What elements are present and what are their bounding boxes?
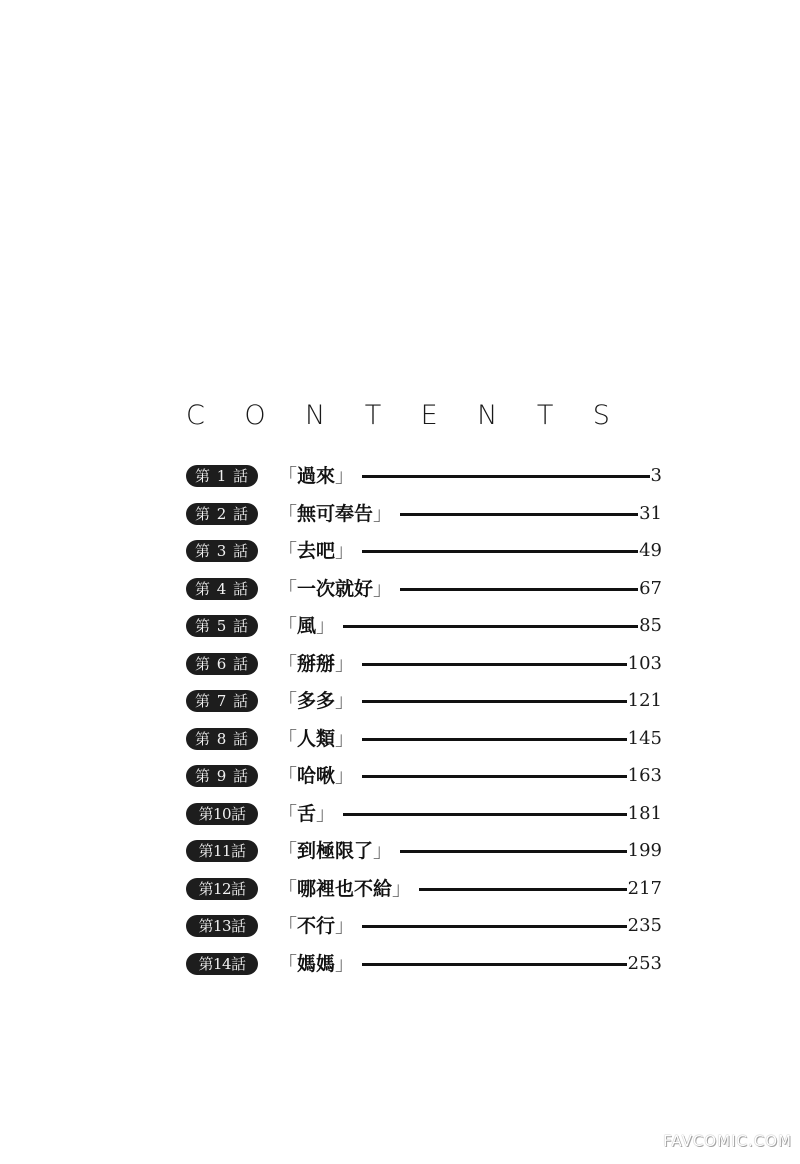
heading-letter: T [536,400,554,431]
contents-heading [186,400,610,431]
page-number: 235 [627,915,662,936]
page-number: 85 [639,615,662,636]
chapter-badge: 第11話 [186,840,258,862]
chapter-badge: 第 7 話 [186,690,258,712]
chapter-title: 「人類」 [278,727,355,750]
chapter-badge: 第 6 話 [186,653,258,675]
page-number: 163 [627,765,662,786]
toc-entry[interactable] [186,765,662,803]
toc-entry[interactable] [186,653,662,691]
chapter-badge: 第14話 [186,953,258,975]
leader-line [343,625,638,628]
chapter-badge: 第 5 話 [186,615,258,637]
toc-entry[interactable] [186,578,662,616]
leader-line [400,850,627,853]
toc-entry[interactable] [186,503,662,541]
chapter-title: 「不行」 [278,915,355,937]
leader-line [419,888,627,891]
page-number: 103 [627,652,662,674]
toc-entry[interactable] [186,690,662,728]
leader-line [362,963,627,966]
leader-line [362,475,650,478]
chapter-title: 「到極限了」 [278,840,393,862]
chapter-title: 「媽媽」 [278,952,355,975]
chapter-badge: 第 9 話 [186,765,258,787]
page-number: 67 [639,577,662,599]
page-number: 199 [627,840,662,861]
toc-entry[interactable] [186,465,662,503]
toc-entry[interactable] [186,840,662,878]
page-number: 49 [639,540,662,561]
chapter-title: 「多多」 [278,690,355,712]
chapter-title: 「去吧」 [278,540,355,562]
leader-line [362,738,627,741]
leader-line [400,513,638,516]
toc-entry[interactable] [186,915,662,953]
page-number: 181 [627,802,662,824]
toc-entry[interactable] [186,615,662,653]
toc-entry[interactable] [186,728,662,766]
toc-entry[interactable] [186,953,662,991]
chapter-badge: 第13話 [186,915,258,937]
chapter-badge: 第10話 [186,803,258,825]
chapter-badge: 第 3 話 [186,540,258,562]
leader-line [362,550,638,553]
leader-line [362,925,627,928]
page-number: 31 [639,502,662,524]
table-of-contents [186,465,662,990]
chapter-title: 「掰掰」 [278,652,355,675]
heading-letter: E [420,400,438,431]
chapter-badge: 第 8 話 [186,728,258,750]
heading-letter: N [477,400,498,431]
page-number: 253 [627,952,662,974]
watermark: FAVCOMIC.COM [663,1132,792,1150]
chapter-badge: 第 1 話 [186,465,258,487]
chapter-title: 「哪裡也不給」 [278,877,412,900]
toc-entry[interactable] [186,540,662,578]
chapter-title: 「一次就好」 [278,577,393,600]
chapter-badge: 第 4 話 [186,578,258,600]
leader-line [362,775,627,778]
leader-line [362,663,627,666]
heading-letter: N [305,400,326,431]
leader-line [362,700,627,703]
page-number: 145 [627,727,662,749]
toc-entry[interactable] [186,878,662,916]
chapter-badge: 第 2 話 [186,503,258,525]
leader-line [400,588,638,591]
heading-letter: T [364,400,382,431]
heading-letter: S [592,400,610,431]
page-number: 121 [627,690,662,711]
heading-letter: O [244,400,266,431]
heading-letter: C [186,400,205,431]
chapter-title: 「舌」 [278,802,336,825]
chapter-title: 「無可奉告」 [278,502,393,525]
chapter-title: 「哈啾」 [278,765,355,787]
chapter-title: 「過來」 [278,465,355,487]
leader-line [343,813,627,816]
chapter-title: 「風」 [278,615,336,637]
page-number: 3 [650,465,662,486]
toc-entry[interactable] [186,803,662,841]
chapter-badge: 第12話 [186,878,258,900]
page-number: 217 [627,877,662,899]
